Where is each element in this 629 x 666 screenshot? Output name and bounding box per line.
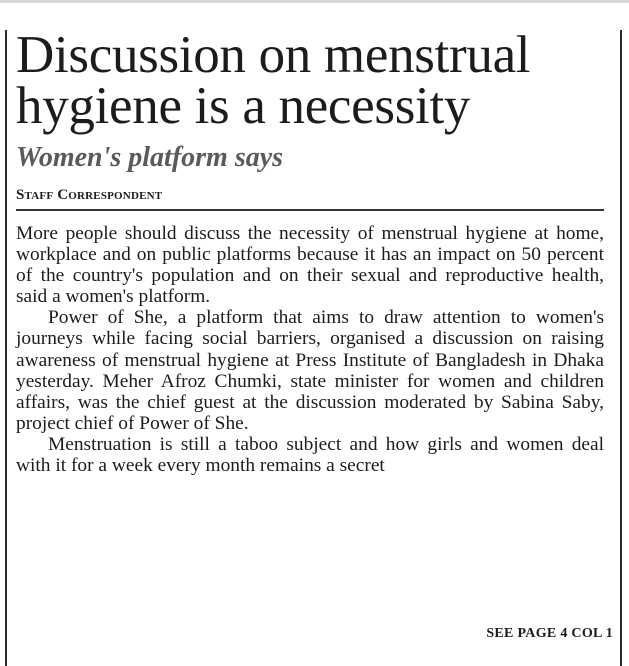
left-column-rule (5, 30, 7, 666)
paragraph: More people should discuss the necessity of menstrual hygiene at home, workplace and on public platforms because it has an impact on 50 percent of the country's population and on their sexual and reproductive health, said a women's platform. (16, 223, 604, 308)
byline: Staff Correspondent (16, 187, 163, 203)
subheadline: Women's platform says (16, 142, 284, 173)
paragraph: Power of She, a platform that aims to draw attention to women's journeys while facing social barriers, organised a discussion on raising awareness of menstrual hygiene at Press Institute of Bangladesh in Dhaka yesterday. Meher Afroz Chumki, state minister for women and children affairs, was the chief guest at the discussion moderated by Sabina Saby, project chief of Power of She. (16, 307, 604, 434)
byline-rule (16, 209, 604, 211)
headline: Discussion on menstrual hygiene is a necessity (16, 26, 531, 135)
continuation-reference: SEE PAGE 4 COL 1 (486, 626, 613, 641)
right-column-rule (620, 30, 622, 666)
article-body (16, 223, 604, 476)
top-border (0, 0, 629, 3)
article (16, 26, 604, 477)
paragraph: Menstruation is still a taboo subject and how girls and women deal with it for a week every month remains a secret (16, 433, 604, 477)
